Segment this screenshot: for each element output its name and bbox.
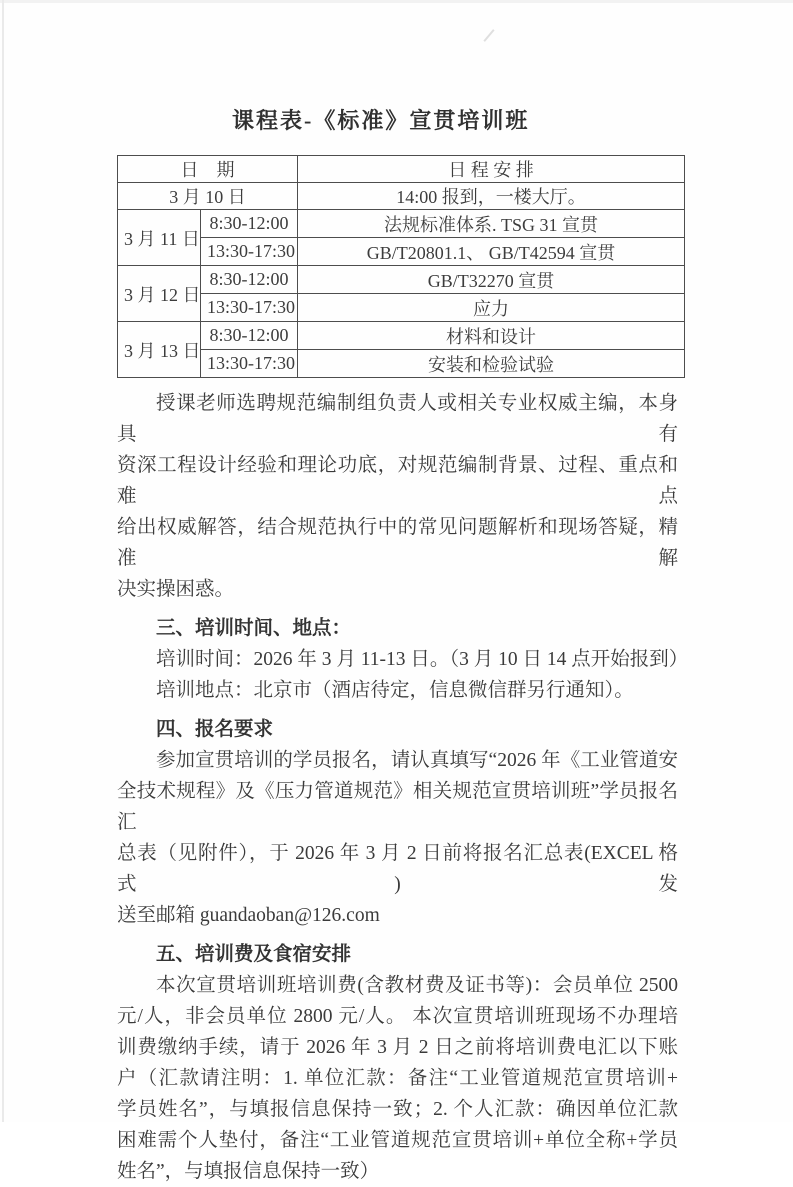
cell-date: 3 月 10 日 [118,183,298,210]
paragraph-line: 本次宣贯培训班培训费(含教材费及证书等)：会员单位 2500 [156,975,678,996]
scan-artifact-scratch [483,29,494,42]
cell-date: 3 月 13 日 [118,322,201,378]
cell-topic: 法规标准体系. TSG 31 宣贯 [298,210,685,238]
paragraph-line: 姓名”，与填报信息保持一致） [117,1161,380,1182]
section-fee [117,939,678,1187]
paragraph-line: 全技术规程》及《压力管道规范》相关规范宣贯培训班”学员报名汇 [117,781,678,833]
cell-topic: 安装和检验试验 [298,350,685,378]
cell-time: 8:30-12:00 [201,210,298,238]
scan-artifact-left-edge [2,0,4,1122]
paragraph-line: 授课老师选聘规范编制组负责人或相关专业权威主编，本身具有 [117,393,678,445]
document-body [117,388,689,1187]
schedule-table [117,155,685,378]
cell-time: 13:30-17:30 [201,350,298,378]
table-row [118,322,685,350]
cell-topic: 材料和设计 [298,322,685,350]
table-row [118,350,685,378]
schedule-table-wrap [117,155,684,378]
paragraph-line: 参加宣贯培训的学员报名，请认真填写“2026 年《工业管道安 [156,750,678,771]
cell-time: 13:30-17:30 [201,238,298,266]
cell-time: 13:30-17:30 [201,294,298,322]
scan-artifact-top-edge [0,0,793,3]
paragraph-line: 训费缴纳手续，请于 2026 年 3 月 2 日之前将培训费电汇以下账 [117,1037,678,1058]
paragraph-line: 资深工程设计经验和理论功底，对规范编制背景、过程、重点和难点 [117,455,678,507]
cell-date: 3 月 12 日 [118,266,201,322]
cell-time: 8:30-12:00 [201,322,298,350]
intro-paragraph [117,388,678,605]
table-row [118,183,685,210]
cell-topic: GB/T20801.1、 GB/T42594 宣贯 [298,238,685,266]
section-heading: 四、报名要求 [156,719,274,740]
cell-time: 8:30-12:00 [201,266,298,294]
header-cell-date: 日 期 [118,156,298,183]
paragraph-line: 户（汇款请注明：1. 单位汇款：备注“工业管道规范宣贯培训+ [117,1068,678,1089]
cell-topic: 应力 [298,294,685,322]
cell-schedule: 14:00 报到，一楼大厅。 [298,183,685,210]
table-row [118,238,685,266]
paragraph-line: 决实操困惑。 [117,579,235,600]
table-row [118,294,685,322]
paragraph-line: 给出权威解答，结合规范执行中的常见问题解析和现场答疑，精准解 [117,517,678,569]
table-row [118,266,685,294]
header-cell-schedule: 日 程 安 排 [298,156,685,183]
email-line: 送至邮箱 guandaoban@126.com [117,905,380,926]
table-header-row [118,156,685,183]
cell-date: 3 月 11 日 [118,210,201,266]
paragraph-line: 元/人，非会员单位 2800 元/人。 本次宣贯培训班现场不办理培 [117,1006,678,1027]
section-training-time [117,613,689,706]
section-signup [117,714,678,931]
table-row [118,210,685,238]
paragraph-line: 学员姓名”，与填报信息保持一致；2. 个人汇款：确因单位汇款 [117,1099,678,1120]
training-time-line: 培训时间：2026 年 3 月 11-13 日。（3 月 10 日 14 点开始报到） [156,649,689,670]
page-title: 课程表-《标准》宣贯培训班 [232,108,530,133]
paragraph-line: 困难需个人垫付，备注“工业管道规范宣贯培训+单位全称+学员 [117,1130,678,1151]
section-heading: 三、培训时间、地点： [156,618,352,639]
paragraph-line: 总表（见附件），于 2026 年 3 月 2 日前将报名汇总表(EXCEL 格式)发 [117,843,678,895]
section-heading: 五、培训费及食宿安排 [156,944,352,965]
cell-topic: GB/T32270 宣贯 [298,266,685,294]
training-place-line: 培训地点：北京市（酒店待定，信息微信群另行通知）。 [156,680,634,701]
